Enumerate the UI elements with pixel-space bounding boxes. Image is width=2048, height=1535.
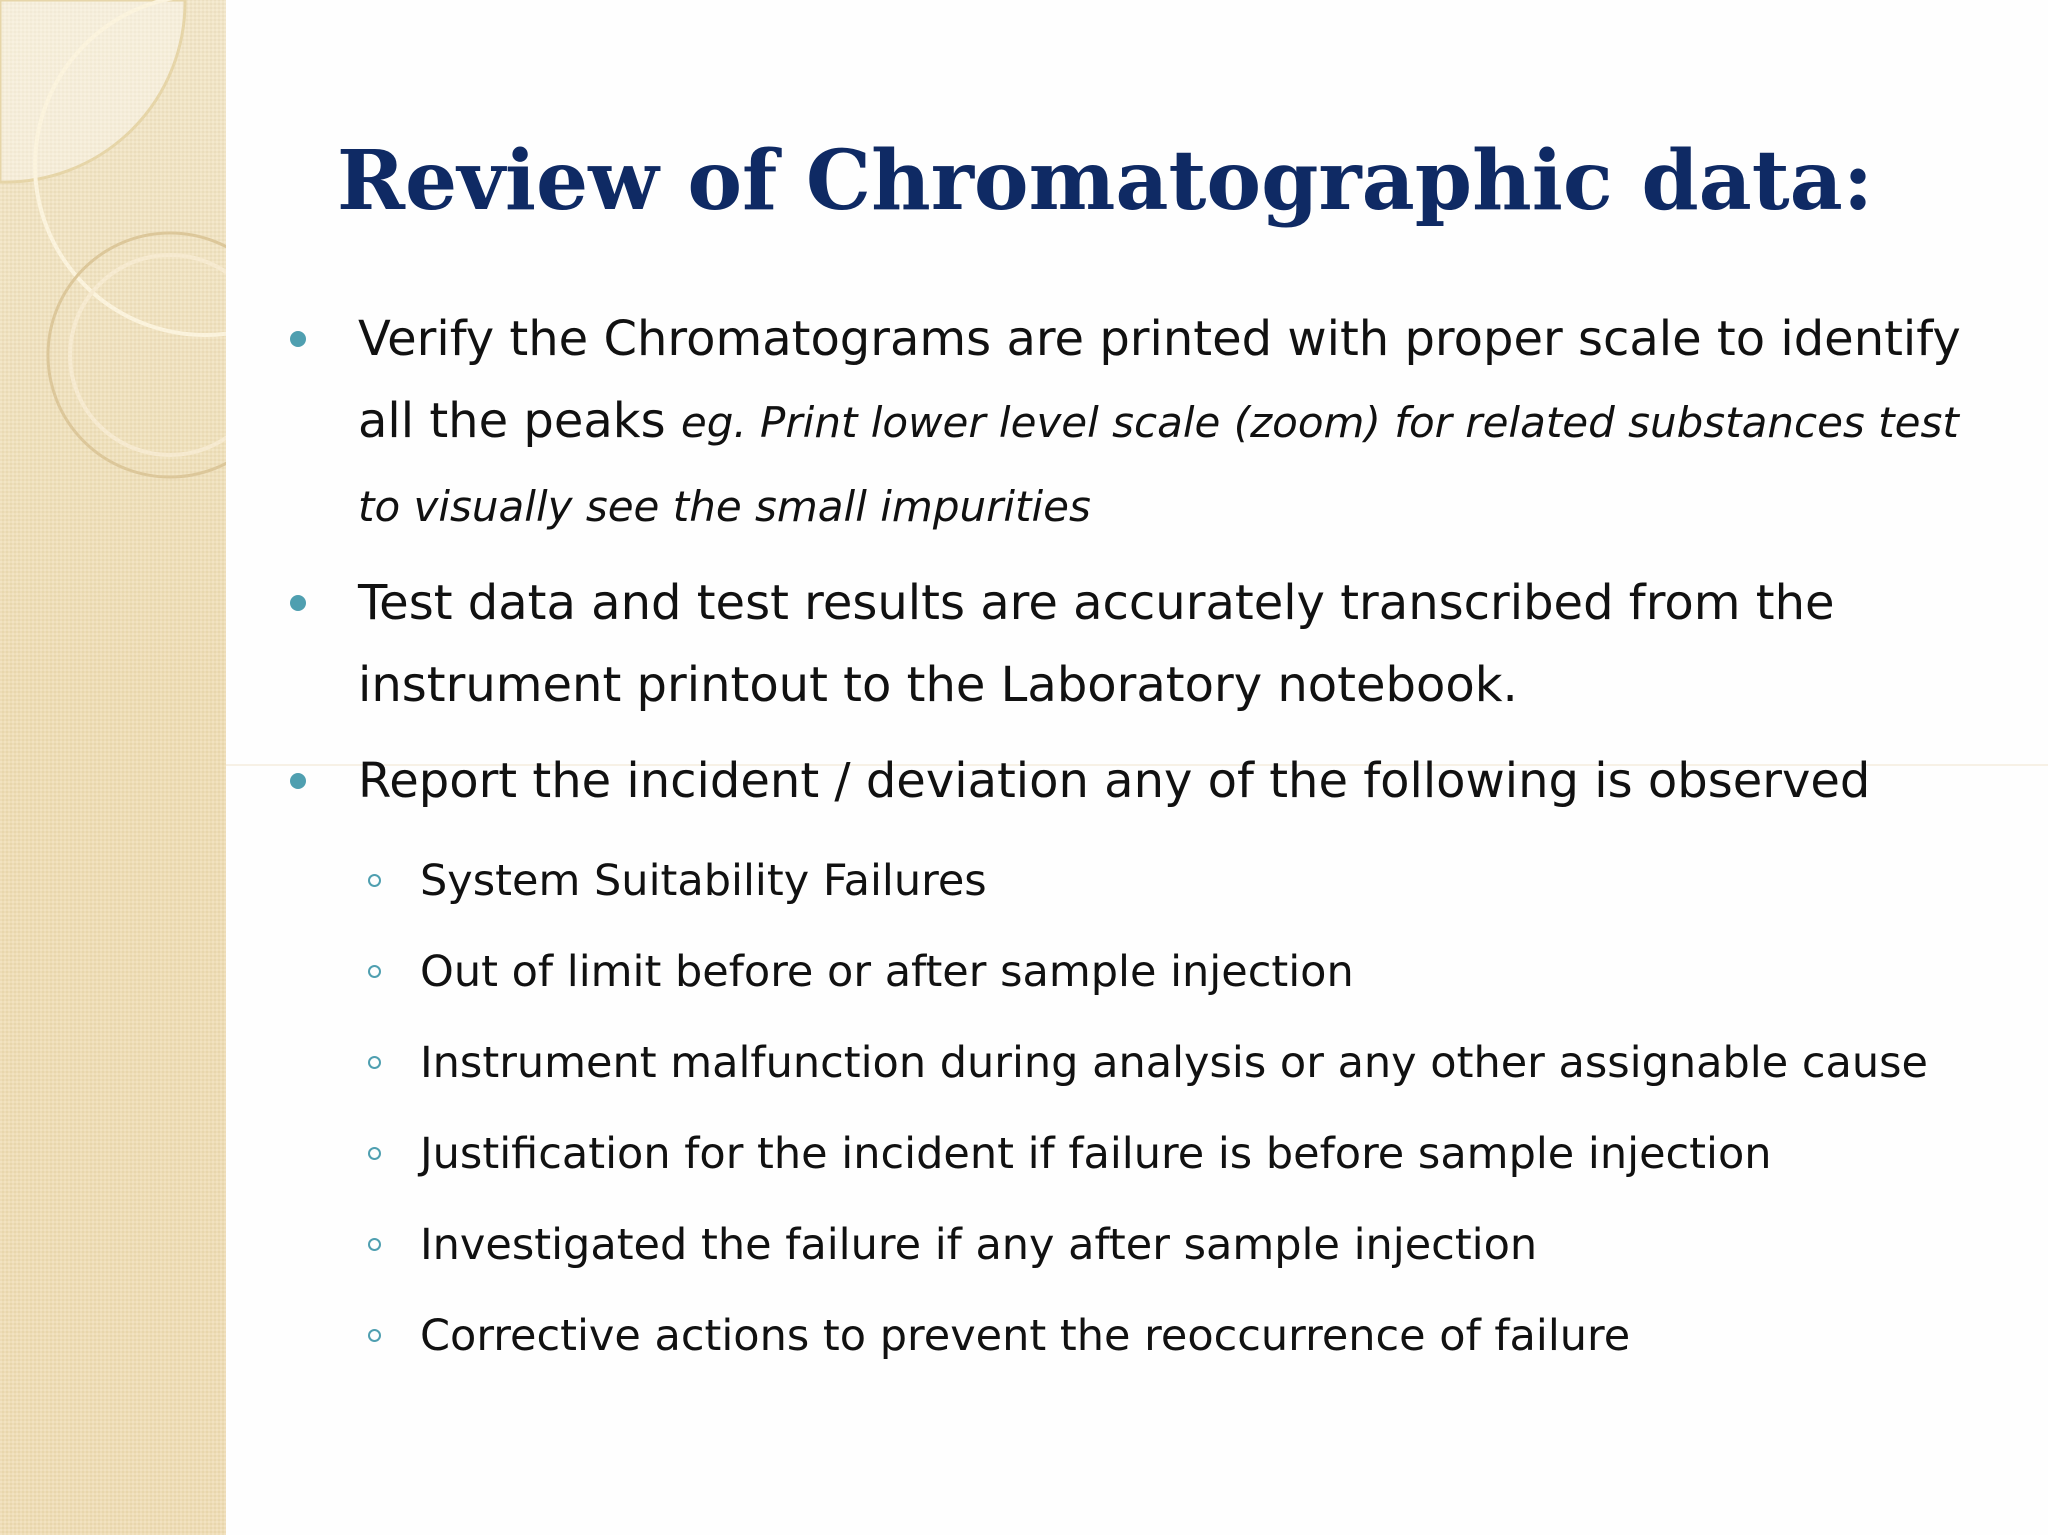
bullet-item bbox=[290, 298, 2010, 548]
sub-bullet-text: Out of limit before or after sample injection bbox=[420, 947, 1354, 997]
sub-bullet-text: Justification for the incident if failure is before sample injection bbox=[420, 1129, 1772, 1179]
ring-bullet-icon bbox=[368, 965, 381, 978]
sub-bullet-item bbox=[290, 1109, 2010, 1200]
ring-bullet-icon bbox=[368, 1147, 381, 1160]
decorative-side-panel bbox=[0, 0, 226, 1535]
bullet-dot-icon bbox=[290, 595, 306, 611]
slide-title: Review of Chromatographic data: bbox=[336, 133, 1874, 229]
bullet-item bbox=[290, 740, 2010, 822]
ring-bullet-icon bbox=[368, 874, 381, 887]
bullet-italic-note: eg. Print lower level scale (zoom) for related substances test to visually see the small impurities bbox=[358, 398, 1959, 531]
bullet-text: Test data and test results are accurately transcribed from the instrument printout to the Laboratory notebook. bbox=[358, 575, 1835, 713]
bullet-text: Report the incident / deviation any of the following is observed bbox=[358, 753, 1871, 809]
bullet-item bbox=[290, 562, 2010, 726]
slide-body bbox=[290, 298, 2010, 1382]
sub-bullet-item bbox=[290, 836, 2010, 927]
bullet-dot-icon bbox=[290, 773, 306, 789]
sub-bullet-text: System Suitability Failures bbox=[420, 856, 987, 906]
ring-bullet-icon bbox=[368, 1056, 381, 1069]
bullet-text: Verify the Chromatograms are printed with proper scale to identify all the peaks bbox=[358, 311, 1961, 449]
sub-bullet-list bbox=[290, 836, 2010, 1382]
sub-bullet-item bbox=[290, 927, 2010, 1018]
bullet-dot-icon bbox=[290, 331, 306, 347]
sub-bullet-item bbox=[290, 1018, 2010, 1109]
ring-bullet-icon bbox=[368, 1329, 381, 1342]
sub-bullet-text: Investigated the failure if any after sample injection bbox=[420, 1220, 1538, 1270]
sub-bullet-item bbox=[290, 1291, 2010, 1382]
ring-bullet-icon bbox=[368, 1238, 381, 1251]
sub-bullet-text: Corrective actions to prevent the reoccurrence of failure bbox=[420, 1311, 1631, 1361]
sub-bullet-item bbox=[290, 1200, 2010, 1291]
sub-bullet-text: Instrument malfunction during analysis or any other assignable cause bbox=[420, 1038, 1928, 1088]
decorative-circles-graphic bbox=[0, 0, 226, 1535]
